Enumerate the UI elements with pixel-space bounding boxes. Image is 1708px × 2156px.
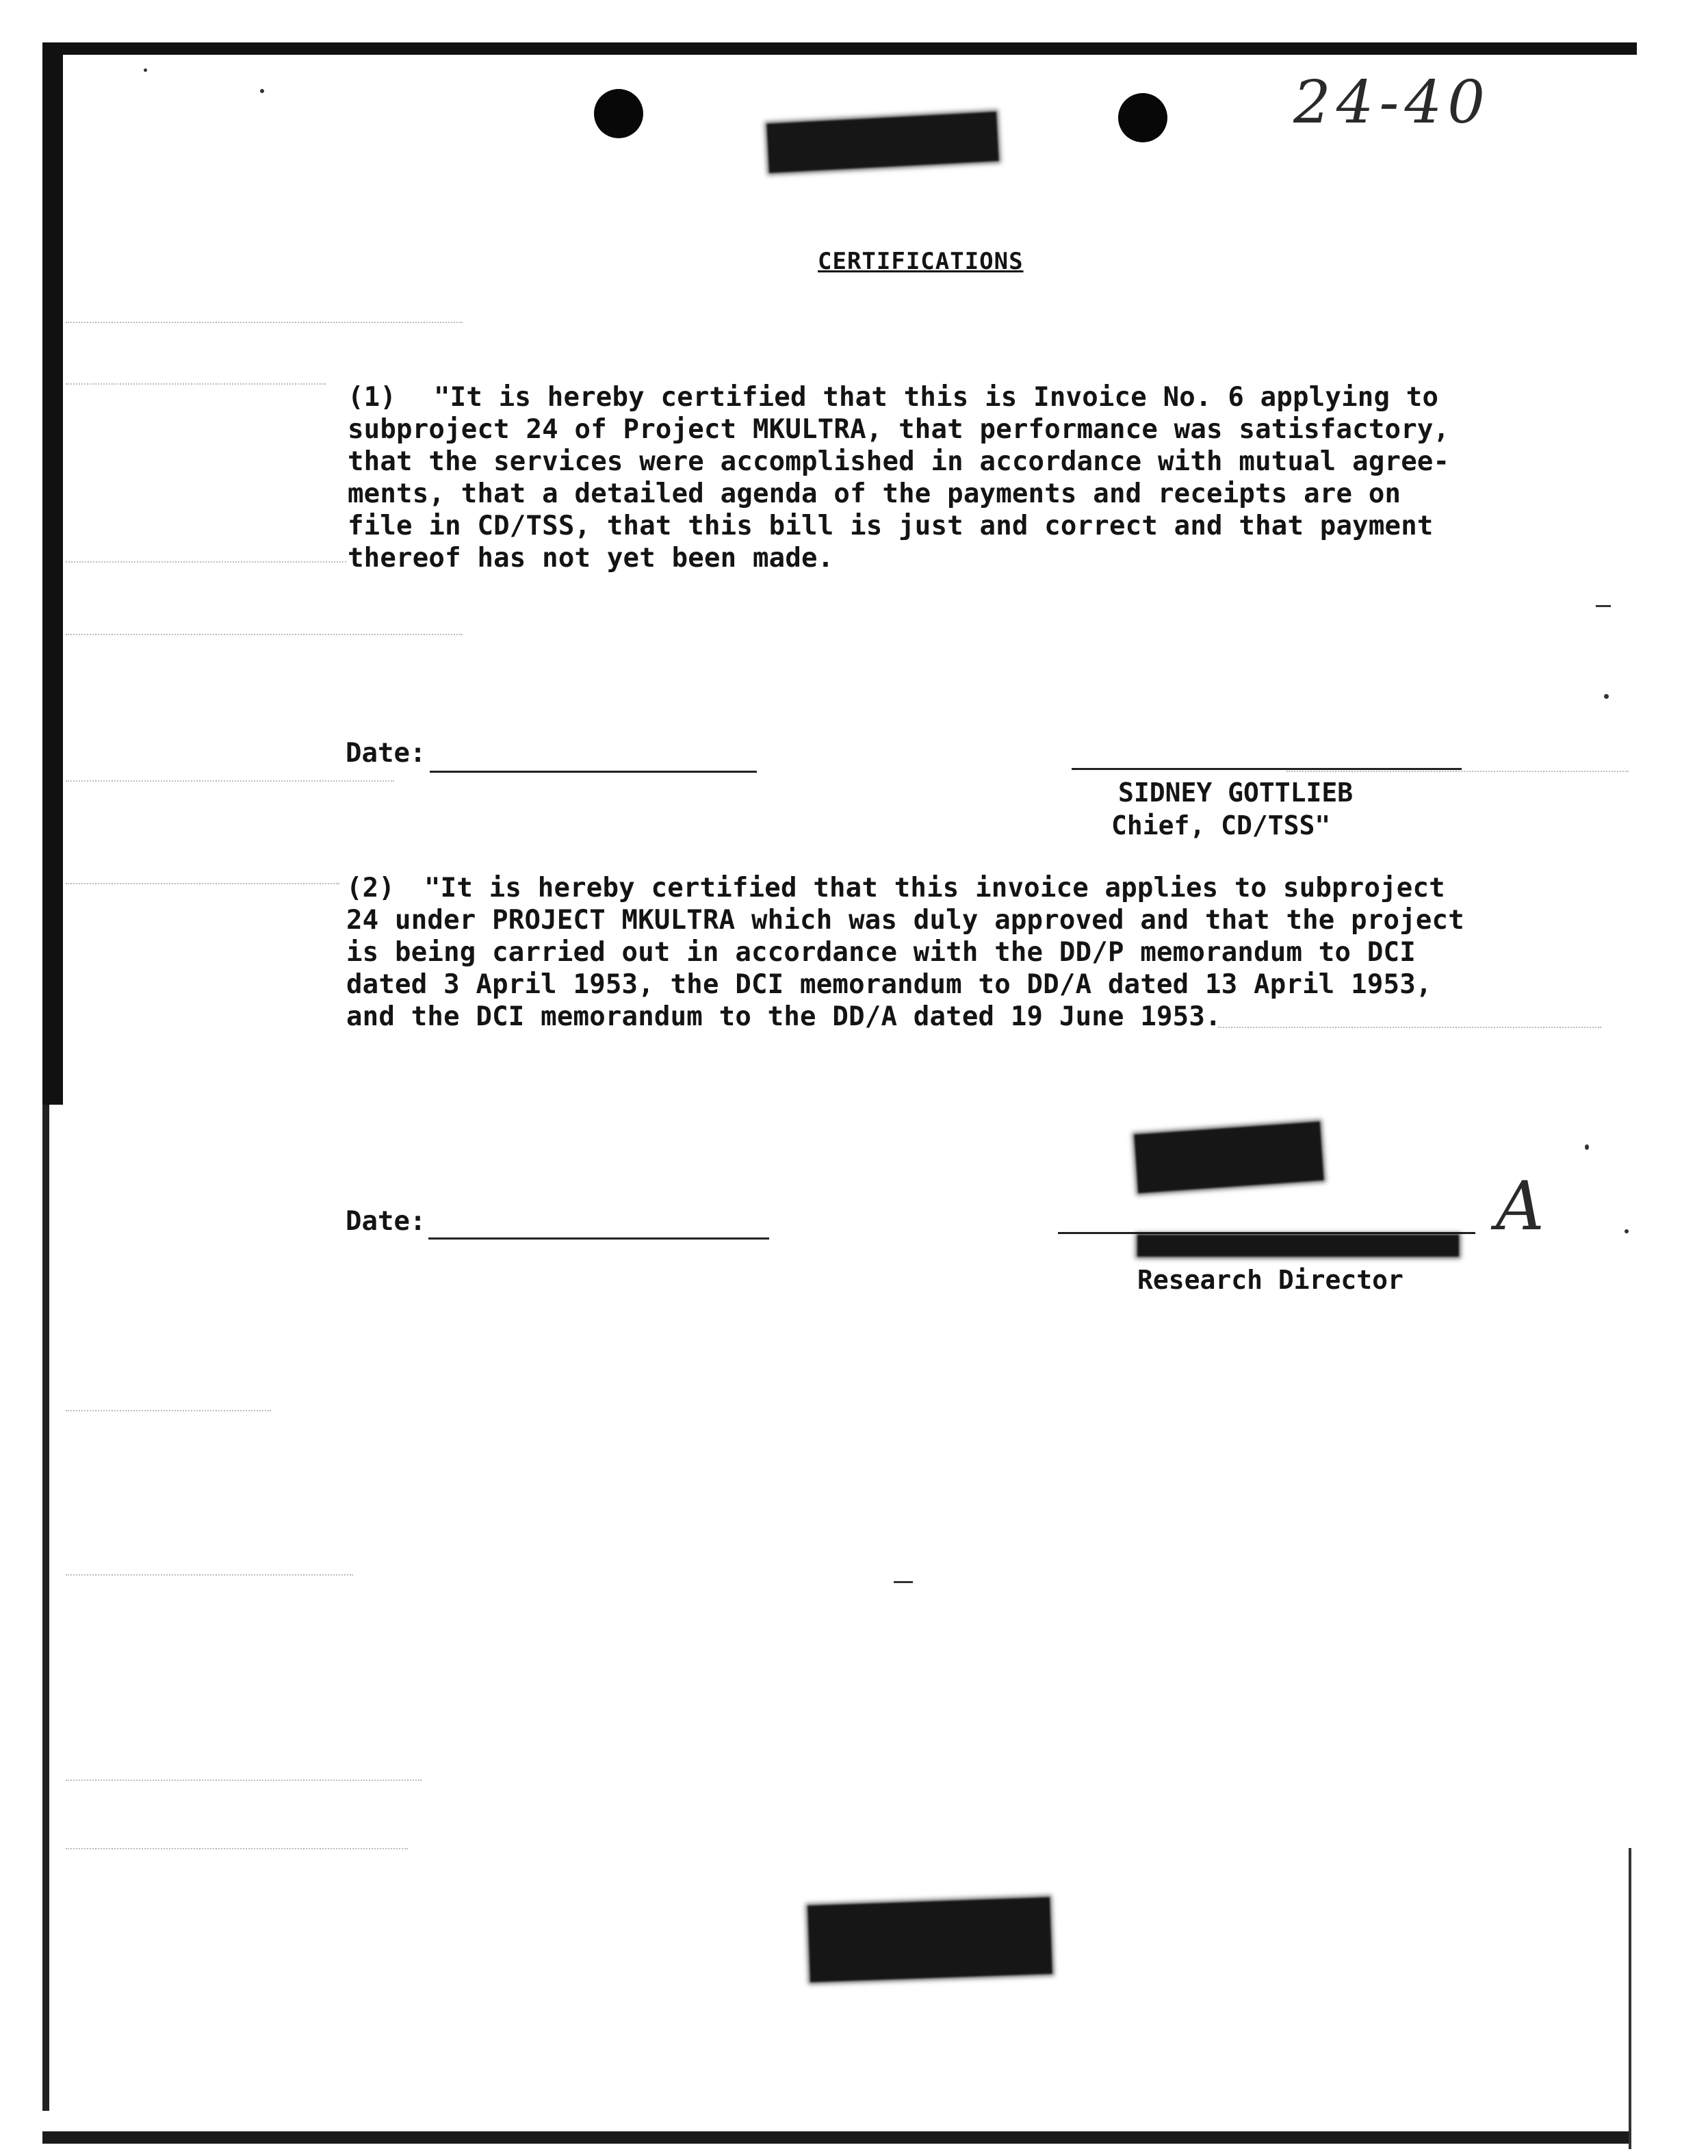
certification-1-line-1: "It is hereby certified that this is Invoice No. 6 applying to [434,382,1439,413]
scan-noise [1218,1027,1601,1029]
scan-speck [1585,1144,1589,1150]
redaction-bottom [807,1897,1052,1982]
scan-noise [66,561,346,564]
signature-line-1 [1072,768,1462,770]
certification-1-number: (1) [348,382,397,413]
scan-border-right [1629,1848,1631,2149]
date-line-1 [430,771,757,773]
date-label-2: Date: [346,1206,426,1237]
scan-noise [1286,771,1629,773]
redaction-signer-name [1137,1235,1459,1257]
certification-2-number: (2) [346,873,396,903]
handwritten-reference: 24-40 [1293,68,1490,137]
handwritten-mark: A [1496,1168,1544,1246]
scan-noise [66,383,326,386]
punch-hole-left [594,89,643,138]
scan-border-bottom [42,2131,1630,2144]
scan-border-top [42,42,1637,55]
scan-noise [66,883,339,886]
signer-name-1: SIDNEY GOTTLIEB [1118,778,1354,808]
certification-1-line-2: subproject 24 of Project MKULTRA, that performance was satisfactory, [348,414,1450,445]
scan-noise [66,634,463,637]
certification-1-line-3: that the services were accomplished in accordance with mutual agree- [348,446,1450,477]
scan-noise [66,1848,408,1851]
scan-noise [66,1780,422,1782]
date-line-2 [428,1237,769,1240]
signature-line-2 [1058,1232,1475,1234]
certification-2-line-4: dated 3 April 1953, the DCI memorandum to DD/A dated 13 April 1953, [346,969,1432,1000]
scan-border-left-lower [42,1105,49,2111]
certification-1-line-5: file in CD/TSS, that this bill is just and correct and that payment [348,511,1434,541]
scan-speck [1604,694,1609,699]
certification-2-line-3: is being carried out in accordance with the DD/P memorandum to DCI [346,937,1416,968]
certification-2-line-2: 24 under PROJECT MKULTRA which was duly approved and that the project [346,905,1464,936]
redaction-top [766,112,998,172]
signer-title-2: Research Director [1137,1265,1403,1295]
scan-speck [144,68,147,72]
scan-noise [66,322,463,324]
scan-speck [894,1581,913,1583]
scan-border-left [42,42,63,1105]
scan-noise [66,1410,271,1413]
date-label-1: Date: [346,738,426,769]
signer-title-1: Chief, CD/TSS" [1111,810,1331,840]
scan-noise [66,1574,353,1577]
scan-speck [260,89,264,93]
certification-2-line-1: "It is hereby certified that this invoice applies to subproject [424,873,1445,903]
scan-speck [1596,605,1611,607]
certification-1-line-6: thereof has not yet been made. [348,543,834,574]
punch-hole-right [1118,93,1167,142]
certification-1-line-4: ments, that a detailed agenda of the payments and receipts are on [348,478,1401,509]
page-title: CERTIFICATIONS [818,248,1024,275]
redaction-signature [1134,1122,1323,1194]
scan-speck [1625,1229,1629,1233]
certification-2-line-5: and the DCI memorandum to the DD/A dated 19 June 1953. [346,1001,1221,1032]
scan-noise [66,780,394,783]
